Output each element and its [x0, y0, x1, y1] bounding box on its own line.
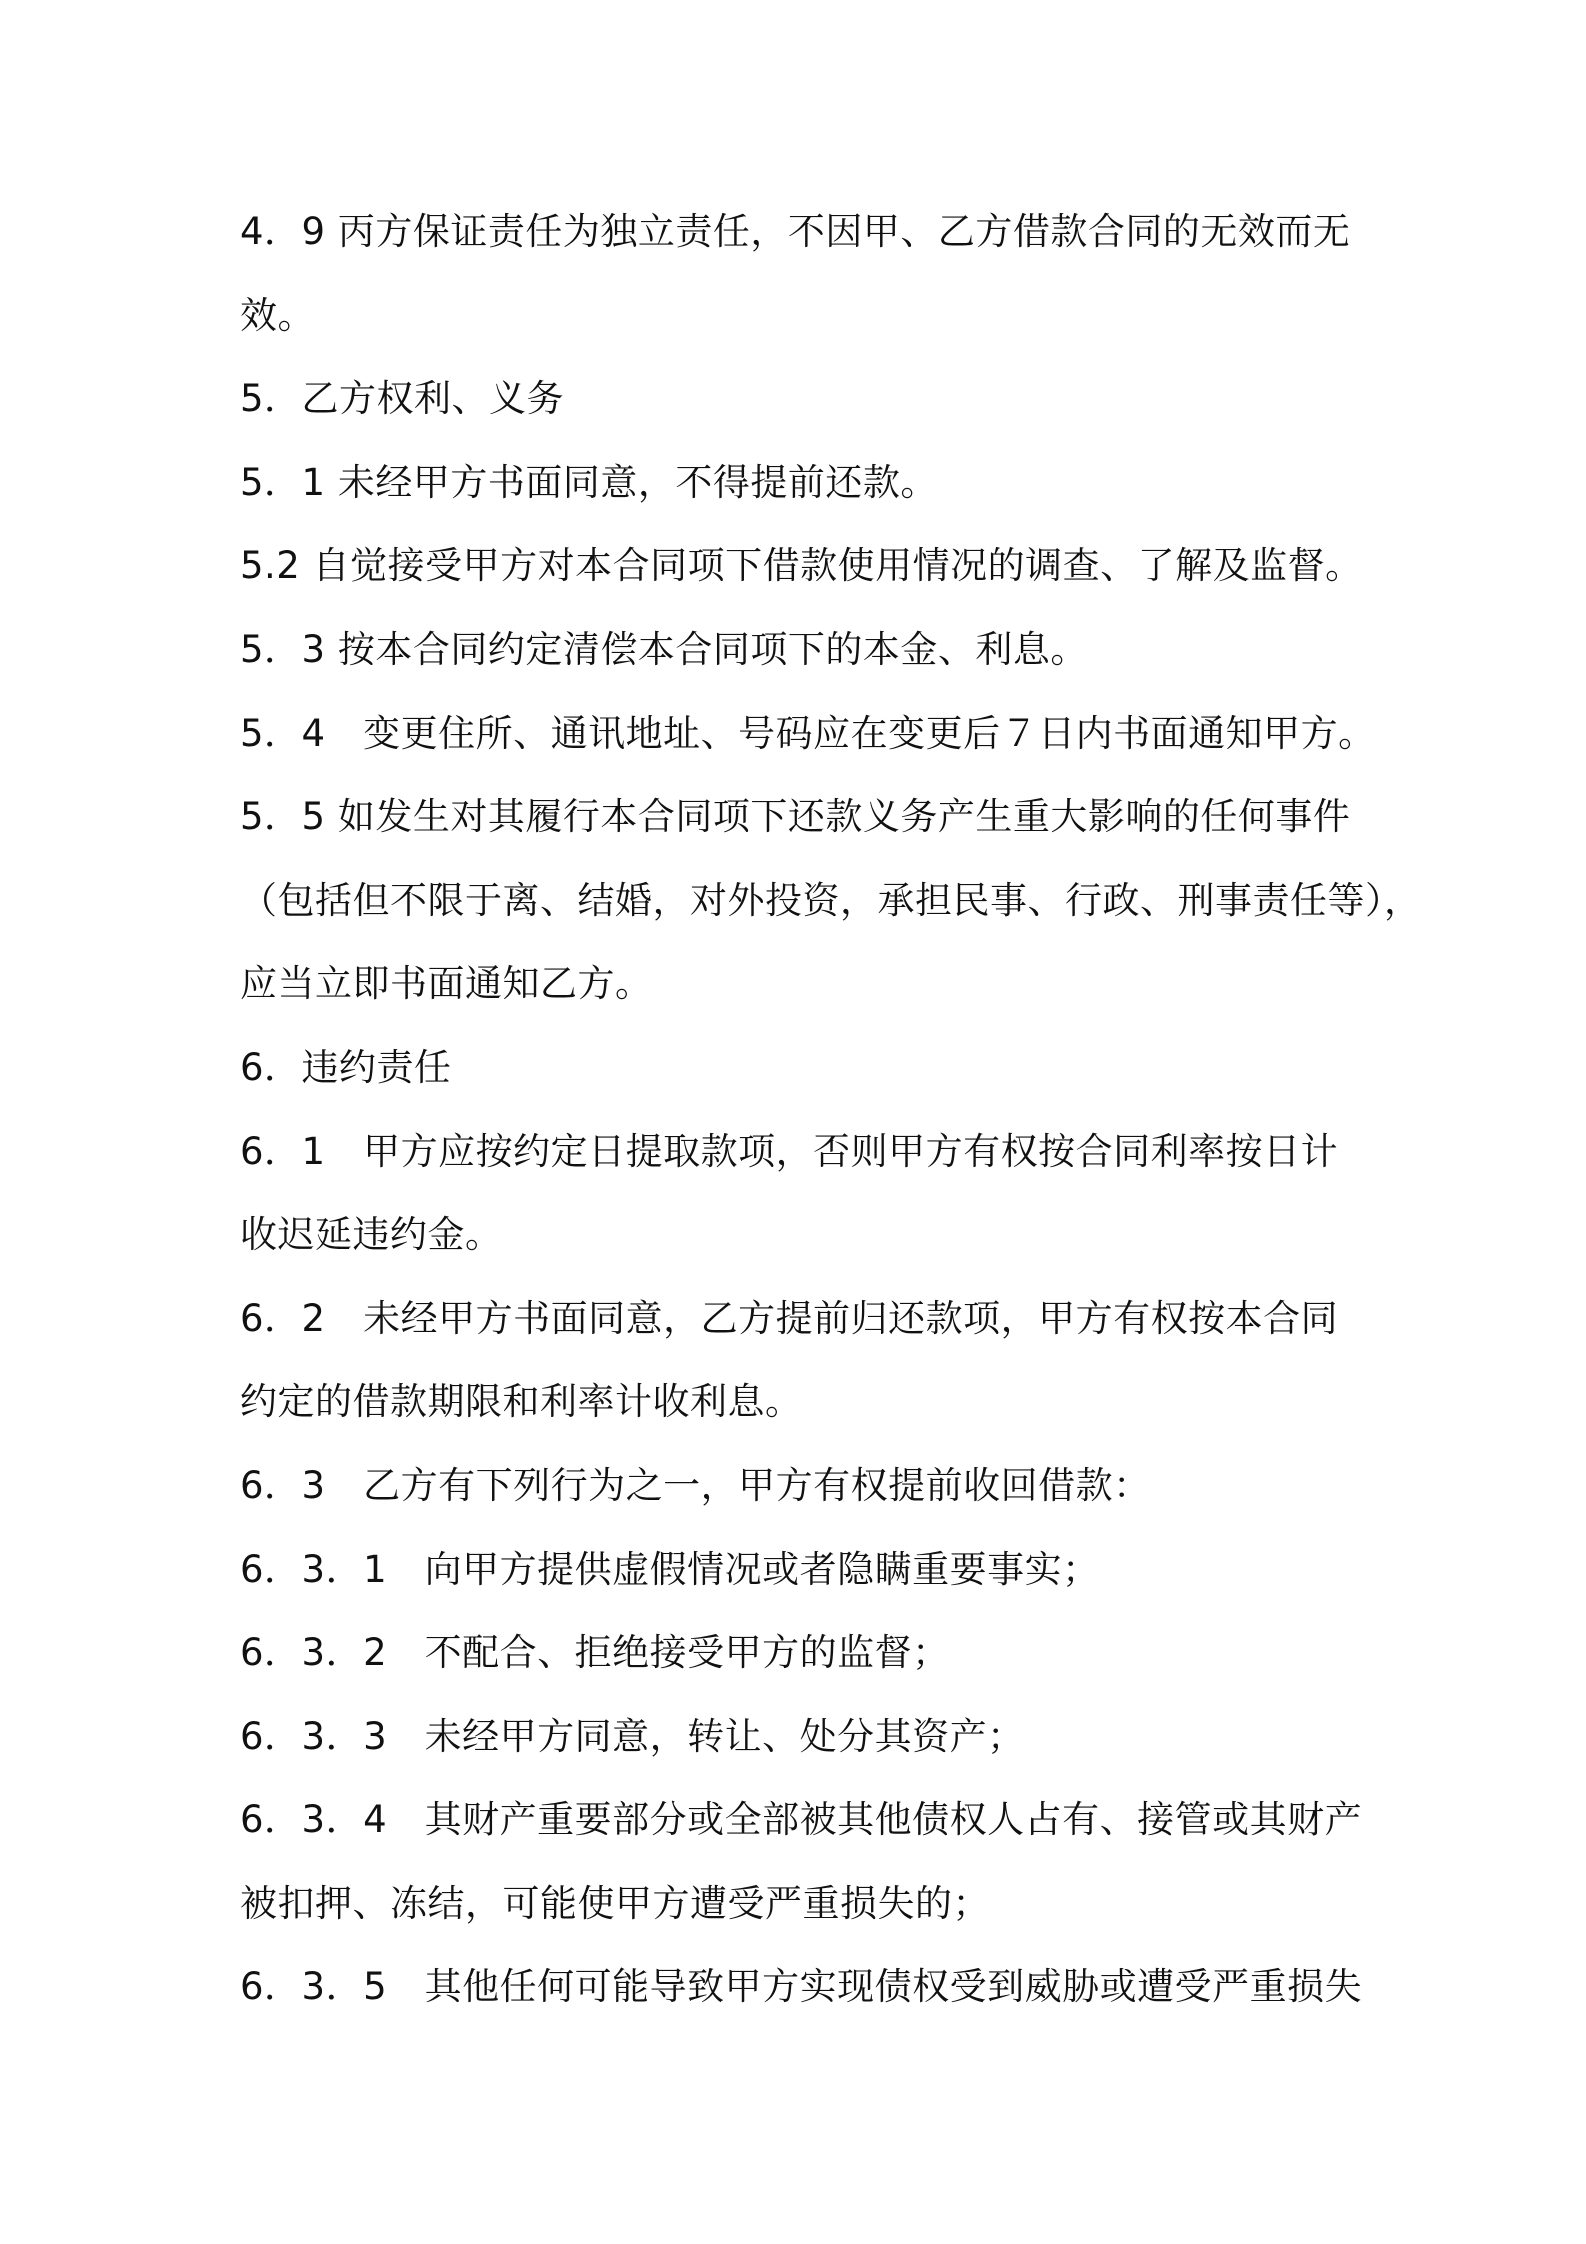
- clause-6-2-line-1: 6．2 未经甲方书面同意，乙方提前归还款项，甲方有权按本合同: [240, 1296, 1339, 1340]
- clause-5-4: 5．4 变更住所、通讯地址、号码应在变更后７日内书面通知甲方。: [240, 711, 1376, 755]
- section-5-heading: 5．乙方权利、义务: [240, 377, 565, 421]
- clause-4-9-line-2: 效。: [240, 293, 315, 337]
- clause-6-2-line-2: 约定的借款期限和利率计收利息。: [240, 1380, 803, 1424]
- clause-4-9-line-1: 4．9 丙方保证责任为独立责任，不因甲、乙方借款合同的无效而无: [240, 210, 1351, 253]
- clause-6-3-4-line-2: 被扣押、冻结，可能使甲方遭受严重损失的；: [240, 1881, 990, 1925]
- clause-6-3-5-line-1: 6．3．5 其他任何可能导致甲方实现债权受到威胁或遭受严重损失: [240, 1965, 1363, 2009]
- clause-6-3-4-line-1: 6．3．4 其财产重要部分或全部被其他债权人占有、接管或其财产: [240, 1798, 1363, 1842]
- clause-5-1: 5．1 未经甲方书面同意，不得提前还款。: [240, 460, 938, 504]
- clause-6-3-3: 6．3．3 未经甲方同意，转让、处分其资产；: [240, 1714, 1025, 1758]
- clause-6-3-2: 6．3．2 不配合、拒绝接受甲方的监督；: [240, 1631, 950, 1675]
- clause-6-3: 6．3 乙方有下列行为之一，甲方有权提前收回借款：: [240, 1463, 1151, 1507]
- clause-6-3-1: 6．3．1 向甲方提供虚假情况或者隐瞒重要事实；: [240, 1547, 1100, 1591]
- clause-5-5-line-1: 5．5 如发生对其履行本合同项下还款义务产生重大影响的任何事件: [240, 795, 1351, 839]
- clause-5-2: 5.2 自觉接受甲方对本合同项下借款使用情况的调查、了解及监督。: [240, 544, 1363, 588]
- clause-6-1-line-1: 6．1 甲方应按约定日提取款项，否则甲方有权按合同利率按日计: [240, 1129, 1339, 1173]
- clause-5-5-line-2: （包括但不限于离、结婚，对外投资，承担民事、行政、刑事责任等），: [240, 878, 1422, 922]
- document-body: [240, 190, 1422, 2029]
- section-6-heading: 6．违约责任: [240, 1045, 452, 1089]
- clause-5-3: 5．3 按本合同约定清偿本合同项下的本金、利息。: [240, 627, 1088, 671]
- clause-6-1-line-2: 收迟延违约金。: [240, 1213, 503, 1257]
- clause-5-5-line-3: 应当立即书面通知乙方。: [240, 962, 653, 1006]
